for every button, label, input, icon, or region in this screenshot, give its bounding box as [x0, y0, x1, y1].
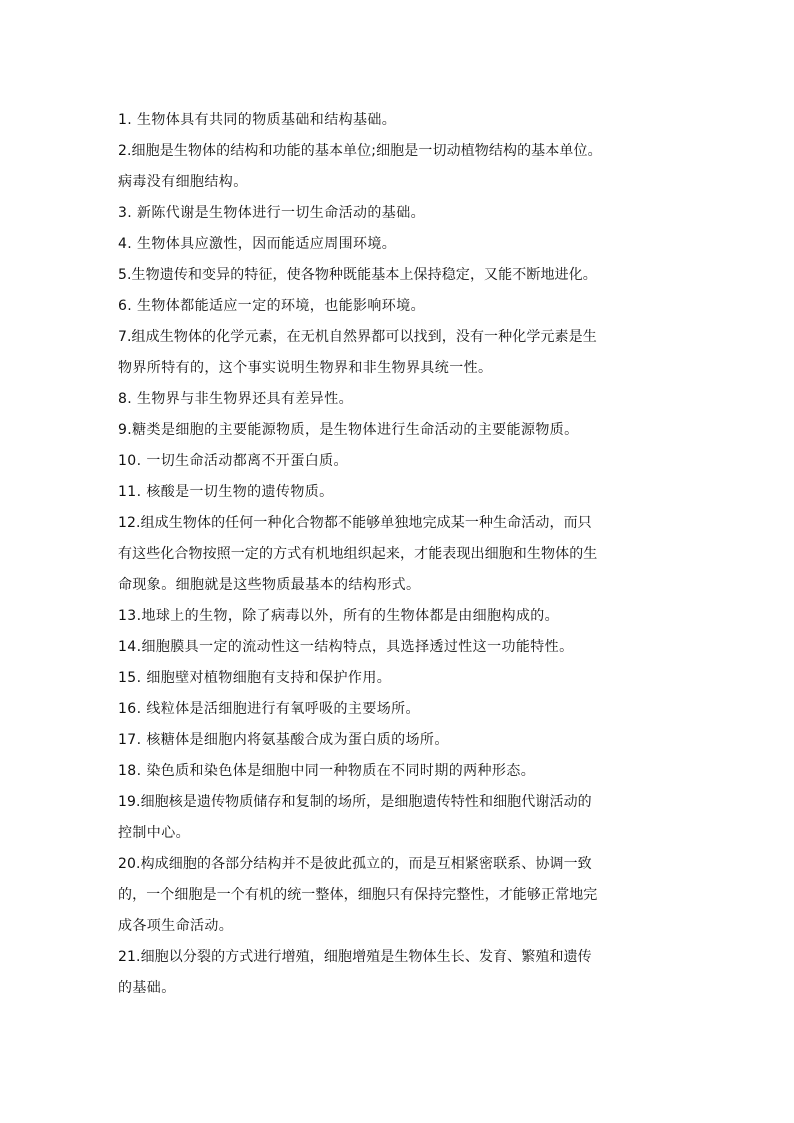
- text-line: 的，一个细胞是一个有机的统一整体，细胞只有保持完整性，才能够正常地完: [118, 887, 598, 903]
- text-line: 成各项生命活动。: [118, 918, 234, 934]
- text-line: 18. 染色质和染色体是细胞中同一种物质在不同时期的两种形态。: [118, 763, 536, 779]
- text-line: 4. 生物体具应激性，因而能适应周围环境。: [118, 236, 397, 252]
- text-line: 命现象。细胞就是这些物质最基本的结构形式。: [118, 577, 421, 593]
- text-line: 10. 一切生命活动都离不开蛋白质。: [118, 453, 348, 469]
- text-line: 13.地球上的生物，除了病毒以外，所有的生物体都是由细胞构成的。: [118, 608, 560, 624]
- text-line: 有这些化合物按照一定的方式有机地组织起来，才能表现出细胞和生物体的生: [118, 546, 598, 562]
- text-line: 3. 新陈代谢是生物体进行一切生命活动的基础。: [118, 205, 426, 221]
- text-line: 控制中心。: [118, 825, 190, 841]
- text-line: 9.糖类是细胞的主要能源物质，是生物体进行生命活动的主要能源物质。: [118, 422, 579, 438]
- text-line: 15. 细胞壁对植物细胞有支持和保护作用。: [118, 670, 392, 686]
- text-line: 的基础。: [118, 980, 176, 996]
- text-line: 7.组成生物体的化学元素，在无机自然界都可以找到，没有一种化学元素是生: [118, 329, 597, 345]
- text-line: 5.生物遗传和变异的特征，使各物种既能基本上保持稳定，又能不断地进化。: [118, 267, 597, 283]
- document-body: [118, 105, 684, 1004]
- text-line: 14.细胞膜具一定的流动性这一结构特点，具选择透过性这一功能特性。: [118, 639, 574, 655]
- text-line: 6. 生物体都能适应一定的环境，也能影响环境。: [118, 298, 426, 314]
- text-line: 16. 线粒体是活细胞进行有氧呼吸的主要场所。: [118, 701, 420, 717]
- text-line: 病毒没有细胞结构。: [118, 174, 248, 190]
- text-line: 21.细胞以分裂的方式进行增殖，细胞增殖是生物体生长、发育、繁殖和遗传: [118, 949, 592, 965]
- text-line: 17. 核糖体是细胞内将氨基酸合成为蛋白质的场所。: [118, 732, 449, 748]
- text-line: 1. 生物体具有共同的物质基础和结构基础。: [118, 112, 397, 128]
- text-line: 12.组成生物体的任何一种化合物都不能够单独地完成某一种生命活动，而只: [118, 515, 592, 531]
- text-line: 2.细胞是生物体的结构和功能的基本单位;细胞是一切动植物结构的基本单位。: [118, 143, 602, 159]
- text-line: 8. 生物界与非生物界还具有差异性。: [118, 391, 354, 407]
- text-line: 20.构成细胞的各部分结构并不是彼此孤立的，而是互相紧密联系、协调一致: [118, 856, 592, 872]
- text-line: 19.细胞核是遗传物质储存和复制的场所，是细胞遗传特性和细胞代谢活动的: [118, 794, 592, 810]
- text-line: 物界所特有的，这个事实说明生物界和非生物界具统一性。: [118, 360, 493, 376]
- text-line: 11. 核酸是一切生物的遗传物质。: [118, 484, 334, 500]
